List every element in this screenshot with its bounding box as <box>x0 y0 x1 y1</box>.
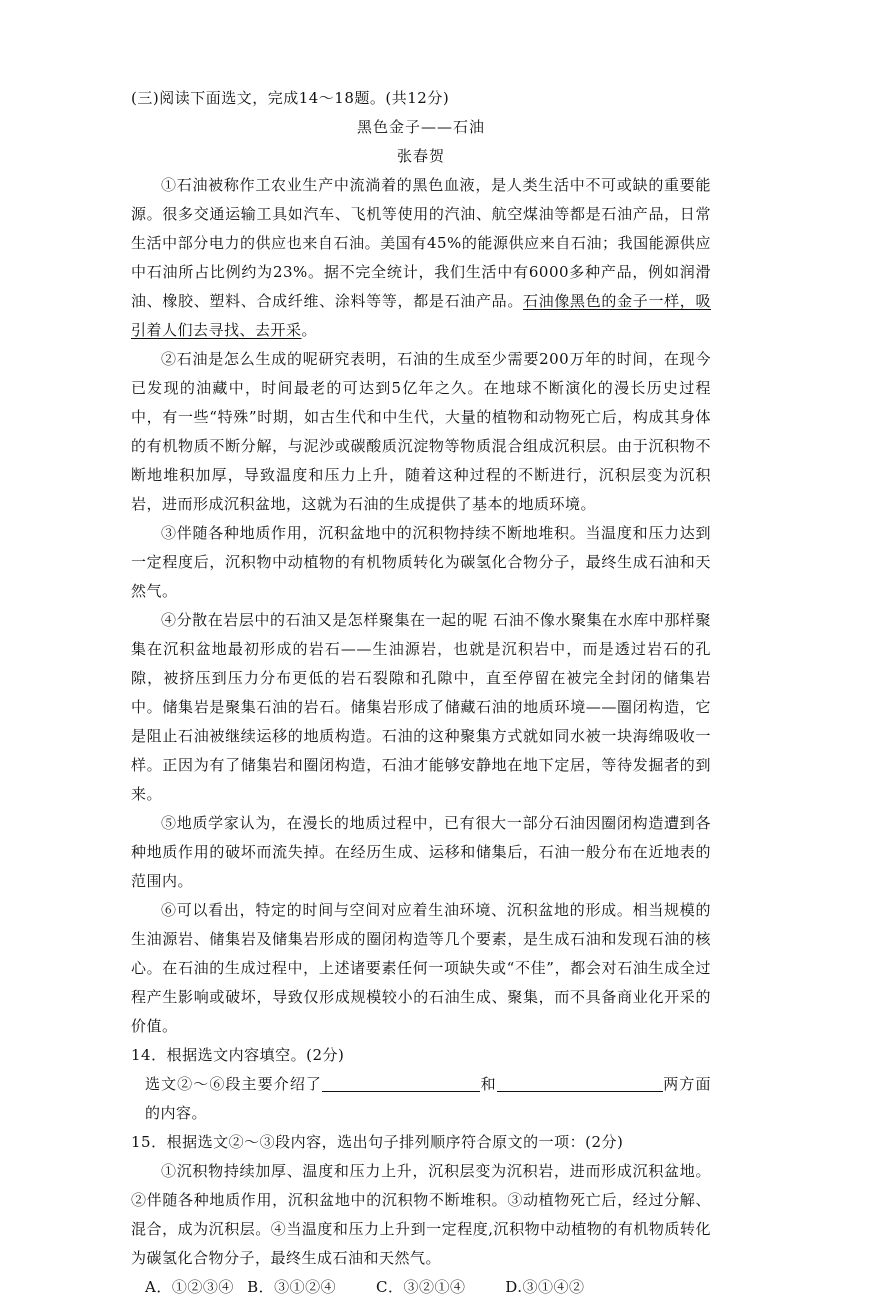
fill-middle: 和 <box>480 1075 497 1093</box>
question-15-options <box>131 1273 711 1302</box>
paragraph-1-text: ①石油被称作工农业生产中流淌着的黑色血液，是人类生活中不可或缺的重要能源。很多交通运输工具如汽车、飞机等使用的汽油、航空煤油等都是石油产品，日常生活中部分电力的供应也来自石油。美国有45%的能源供应来自石油；我国能源供应中石油所占比例约为23%。据不完全统计，我们生活中有6000多种产品，例如润滑油、橡胶、塑料、合成纤维、涂料等等，都是石油产品。 <box>131 176 711 310</box>
paragraph-2: ②石油是怎么生成的呢研究表明，石油的生成至少需要200万年的时间，在现今已发现的油藏中，时间最老的可达到5亿年之久。在地球不断演化的漫长历史过程中，有一些“特殊”时期，如古生代和中生代，大量的植物和动物死亡后，构成其身体的有机物质不断分解，与泥沙或碳酸质沉淀物等物质混合组成沉积层。由于沉积物不断地堆积加厚，导致温度和压力上升，随着这种过程的不断进行，沉积层变为沉积岩，进而形成沉积盆地，这就为石油的生成提供了基本的地质环境。 <box>131 350 711 513</box>
article-title: 黑色金子——石油 <box>356 118 485 136</box>
reading-passage <box>131 84 711 1302</box>
underlined-sentence: 石油像黑色的金子一样，吸引着人们去寻找、去开采 <box>131 292 711 339</box>
article-author: 张春贺 <box>396 147 445 165</box>
paragraph-1-end: 。 <box>301 321 318 339</box>
section-header: (三)阅读下面选文，完成14～18题。(共12分) <box>131 89 450 107</box>
fill-prefix: 选文②～⑥段主要介绍了 <box>145 1075 323 1093</box>
answer-blank-2[interactable] <box>497 1075 663 1092</box>
answer-blank-1[interactable] <box>322 1075 480 1092</box>
question-15-body: ①沉积物持续加厚、温度和压力上升，沉积层变为沉积岩，进而形成沉积盆地。②伴随各种地质作用，沉积盆地中的沉积物不断堆积。③动植物死亡后，经过分解、混合，成为沉积层。④当温度和压力上升到一定程度,沉积物中动植物的有机物质转化为碳氢化合物分子，最终生成石油和天然气。 <box>131 1162 711 1267</box>
question-15-stem: 15．根据选文②～③段内容，选出句子排列顺序符合原文的一项：(2分) <box>131 1133 624 1151</box>
fill-suffix: 两方面的内容。 <box>145 1075 711 1122</box>
option-b[interactable]: B．③①②④ <box>247 1278 337 1296</box>
paragraph-4: ④分散在岩层中的石油又是怎样聚集在一起的呢 石油不像水聚集在水库中那样聚集在沉积盆地最初形成的岩石——生油源岩，也就是沉积岩中，而是透过岩石的孔隙，被挤压到压力分布更低的岩石裂隙和孔隙中，直至停留在被完全封闭的储集岩中。储集岩是聚集石油的岩石。储集岩形成了储藏石油的地质环境——圈闭构造，它是阻止石油被继续运移的地质构造。石油的这种聚集方式就如同水被一块海绵吸收一样。正因为有了储集岩和圈闭构造，石油才能够安静地在地下定居，等待发掘者的到来。 <box>131 611 711 803</box>
question-14-fill <box>131 1070 711 1128</box>
paragraph-5: ⑤地质学家认为，在漫长的地质过程中，已有很大一部分石油因圈闭构造遭到各种地质作用的破坏而流失掉。在经历生成、运移和储集后，石油一般分布在近地表的范围内。 <box>131 814 711 890</box>
paragraph-3: ③伴随各种地质作用，沉积盆地中的沉积物持续不断地堆积。当温度和压力达到一定程度后，沉积物中动植物的有机物质转化为碳氢化合物分子，最终生成石油和天然气。 <box>131 524 711 600</box>
option-c[interactable]: C．③②①④ <box>375 1278 466 1296</box>
paragraph-6: ⑥可以看出，特定的时间与空间对应着生油环境、沉积盆地的形成。相当规模的生油源岩、储集岩及储集岩形成的圈闭构造等几个要素，是生成石油和发现石油的核心。在石油的生成过程中，上述诸要素任何一项缺失或“不佳”，都会对石油生成全过程产生影响或破坏，导致仅形成规模较小的石油生成、聚集，而不具备商业化开采的价值。 <box>131 901 711 1035</box>
option-a[interactable]: A．①②③④ <box>145 1278 234 1296</box>
option-d[interactable]: D.③①④② <box>505 1278 585 1296</box>
paragraph-1 <box>131 171 711 345</box>
question-14-stem: 14．根据选文内容填空。(2分) <box>131 1046 345 1064</box>
